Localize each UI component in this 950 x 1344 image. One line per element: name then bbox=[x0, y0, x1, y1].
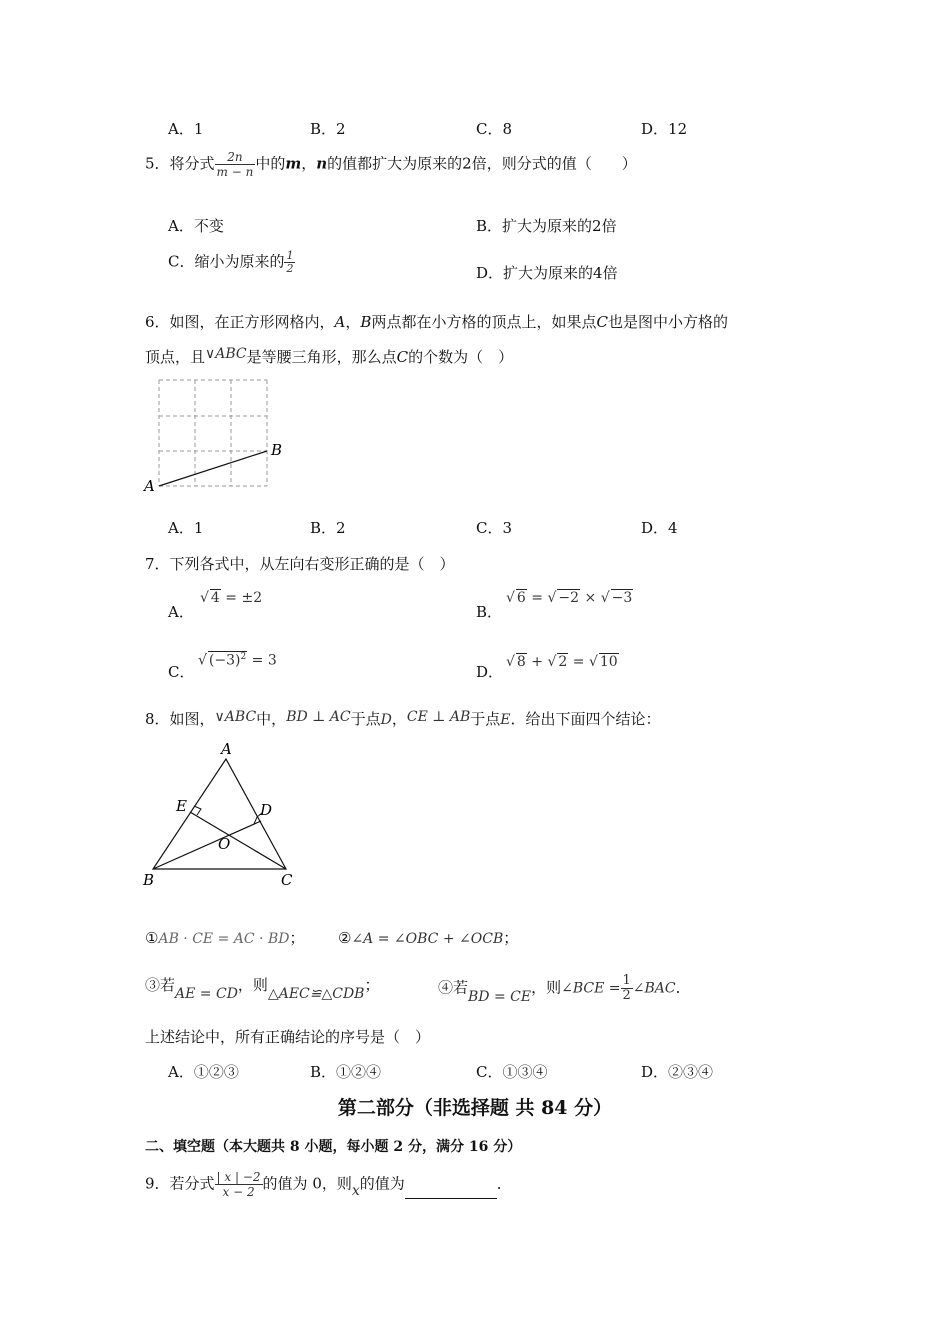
q6-stem-line1 bbox=[145, 311, 728, 332]
q8-conclusion-1 bbox=[145, 927, 304, 948]
q7-option-c-label: C． bbox=[168, 663, 195, 681]
q9-end: ． bbox=[496, 1174, 512, 1193]
q8-mid3: 于点 bbox=[470, 710, 501, 728]
sqrt-radicand: 10 bbox=[599, 654, 618, 670]
q5-mid: 中的 bbox=[255, 154, 286, 173]
q7-d-eq: = bbox=[568, 654, 589, 670]
q5-option-d: D．扩大为原来的4倍 bbox=[476, 264, 618, 282]
label-a: A bbox=[221, 740, 232, 758]
q9-pre: 9．若分式 bbox=[145, 1174, 215, 1193]
q5-c-frac-den: 2 bbox=[286, 262, 294, 275]
q6-grid-figure bbox=[140, 372, 300, 497]
q8-conclusion-2 bbox=[338, 927, 518, 948]
q8-c3-pre: ③若 bbox=[145, 976, 176, 994]
q8-post: ．给出下面四个结论： bbox=[510, 710, 661, 728]
q7-option-c-expr: √ $(-3)^2 = 3$ bbox=[198, 652, 277, 669]
q9-stem bbox=[145, 1170, 512, 1199]
q8-c3-cond: AE = CD bbox=[175, 986, 238, 1002]
point-b-label: B bbox=[271, 441, 283, 459]
q7-option-d-label: D． bbox=[476, 663, 504, 681]
q4-option-d: D．12 bbox=[641, 120, 688, 138]
sqrt-radicand: 6 bbox=[516, 590, 526, 606]
q8-c1-num: ① bbox=[145, 929, 159, 947]
q5-frac-den: m − n bbox=[216, 165, 254, 179]
q7-b-times: × bbox=[580, 590, 601, 606]
sqrt-radicand: 2 bbox=[558, 654, 568, 670]
q9-frac-den: x − 2 bbox=[215, 1184, 263, 1199]
label-b: B bbox=[143, 871, 155, 889]
q5-c-frac-num: 1 bbox=[286, 249, 294, 262]
label-e: E bbox=[176, 797, 187, 815]
q7-b-eq: = bbox=[526, 590, 548, 606]
q8-c4-mid: ，则 bbox=[531, 978, 562, 997]
label-o: O bbox=[218, 835, 231, 853]
label-c: C bbox=[281, 871, 293, 889]
q8-option-d: D．②③④ bbox=[641, 1063, 714, 1081]
q5-stem bbox=[145, 150, 637, 179]
section-fill-in-blank: 二、填空题（本大题共 8 小题，每小题 2 分，满分 16 分） bbox=[145, 1139, 522, 1155]
q6-line1-pre: 6．如图，在正方形网格内， bbox=[145, 313, 335, 331]
q4-option-b: B．2 bbox=[310, 120, 346, 138]
right-angle-mark-e bbox=[194, 806, 201, 815]
q8-pre: 8．如图， bbox=[145, 710, 215, 728]
q8-bd-perp: BD ⊥ AC bbox=[286, 709, 351, 725]
q8-question: 上述结论中，所有正确结论的序号是（ ） bbox=[145, 1028, 431, 1046]
q8-c2-expr: ∠A = ∠OBC + ∠OCB bbox=[351, 931, 504, 947]
q6-line2-post: 的个数为（ ） bbox=[408, 348, 514, 366]
q7-d-plus: + bbox=[526, 654, 548, 670]
q8-option-c: C．①③④ bbox=[476, 1063, 548, 1081]
q8-c1-end: ； bbox=[289, 929, 305, 947]
q6-var-c2: C bbox=[396, 348, 409, 366]
q7-c-rad: (−3) bbox=[208, 652, 241, 669]
label-d: D bbox=[260, 801, 273, 819]
q8-c4-pre: ④若 bbox=[438, 978, 469, 997]
q7-option-b-label: B． bbox=[476, 603, 503, 621]
q6-option-d: D．4 bbox=[641, 519, 678, 537]
q8-c4-fraction bbox=[621, 974, 633, 1003]
q8-point-d: D bbox=[380, 712, 392, 728]
q4-option-c: C．8 bbox=[476, 120, 513, 138]
q5-var-n: n bbox=[316, 154, 328, 173]
q8-stem bbox=[145, 708, 661, 729]
q8-conclusion-3 bbox=[145, 974, 380, 1002]
q8-c4-res-a: ∠BCE = bbox=[561, 980, 621, 997]
q6-var-b: B bbox=[360, 313, 372, 331]
q8-c3-end: ； bbox=[364, 976, 380, 994]
sqrt-radicand: −2 bbox=[558, 590, 580, 606]
q5-option-c-text: C．缩小为原来的 bbox=[168, 252, 285, 271]
q6-line1-post: 也是图中小方格的 bbox=[607, 313, 728, 331]
q5-frac-num: 2n bbox=[227, 150, 243, 164]
q9-answer-blank[interactable] bbox=[405, 1184, 497, 1199]
q8-c4-res-b: ∠BAC bbox=[632, 980, 676, 997]
q8-c2-end: ； bbox=[503, 929, 519, 947]
q6-line1-mid: 两点都在小方格的顶点上，如果点 bbox=[371, 313, 597, 331]
q8-c4-end: ． bbox=[675, 978, 691, 997]
q8-triangle-figure bbox=[138, 737, 308, 892]
part2-title: 第二部分（非选择题 共 84 分） bbox=[337, 1097, 613, 1119]
q7-option-a-label: A． bbox=[168, 603, 194, 621]
segment-ab bbox=[159, 451, 267, 486]
q8-c3-res: △AEC≌△CDB bbox=[267, 986, 365, 1002]
sqrt-radicand: 4 bbox=[210, 590, 220, 606]
q8-c4-fnum: 1 bbox=[622, 973, 631, 988]
q6-triangle: ∨ABC bbox=[205, 346, 247, 362]
q9-var-x: x bbox=[351, 1182, 360, 1199]
q6-sep: ， bbox=[345, 313, 361, 331]
q5-option-c bbox=[168, 250, 295, 275]
q5-comma: ， bbox=[301, 154, 317, 173]
q9-mid: 的值为 0，则 bbox=[262, 1174, 352, 1193]
sqrt-radicand: −3 bbox=[611, 590, 633, 606]
q6-option-b: B．2 bbox=[310, 519, 346, 537]
q5-option-b: B．扩大为原来的2倍 bbox=[476, 217, 617, 235]
q8-c1-expr: AB · CE = AC · BD bbox=[158, 931, 290, 947]
q6-var-a: A bbox=[334, 313, 346, 331]
q6-line2-mid: 是等腰三角形，那么点 bbox=[246, 348, 397, 366]
segment-ce bbox=[190, 812, 286, 869]
q8-mid2: 于点 bbox=[350, 710, 381, 728]
q5-option-a: A．不变 bbox=[168, 217, 224, 235]
q9-frac-num: | x | −2 bbox=[216, 1170, 261, 1184]
q6-option-a: A．1 bbox=[168, 519, 204, 537]
q8-mid1: 中， bbox=[256, 710, 287, 728]
point-a-label: A bbox=[144, 477, 155, 495]
q9-post: 的值为 bbox=[359, 1174, 405, 1193]
q6-var-c: C bbox=[596, 313, 608, 331]
q8-c3-mid: ，则 bbox=[237, 976, 268, 994]
q8-c2-num: ② bbox=[338, 929, 352, 947]
q8-point-e: E bbox=[500, 712, 511, 728]
q8-option-b: B．①②④ bbox=[310, 1063, 382, 1081]
q7-a-rest: = ±2 bbox=[220, 590, 263, 606]
q7-stem: 7．下列各式中，从左向右变形正确的是（ ） bbox=[145, 555, 455, 573]
q6-line2-pre: 顶点，且 bbox=[145, 348, 206, 366]
q8-conclusion-4 bbox=[438, 974, 691, 1003]
q9-fraction bbox=[215, 1170, 263, 1199]
q8-triangle: ∨ABC bbox=[214, 709, 257, 725]
q7-option-b-expr: √ 6 = √ −2 × √ −3 bbox=[506, 590, 633, 606]
q7-c-exp: 2 bbox=[240, 652, 247, 662]
q8-c4-fden: 2 bbox=[622, 988, 631, 1003]
q7-c-rest: = 3 bbox=[247, 652, 277, 669]
q7-option-d-expr: √ 8 + √ 2 = √ 10 bbox=[506, 654, 618, 670]
q5-post: 的值都扩大为原来的2倍，则分式的值（ ） bbox=[327, 154, 637, 173]
q6-option-c: C．3 bbox=[476, 519, 513, 537]
q5-var-m: m bbox=[285, 154, 302, 173]
sqrt-radicand: 8 bbox=[516, 654, 526, 670]
q5-fraction bbox=[215, 150, 256, 179]
q5-option-c-fraction bbox=[284, 250, 295, 275]
q7-option-a-expr: √ 4 = ±2 bbox=[200, 590, 263, 606]
sqrt-radicand bbox=[208, 651, 247, 669]
q6-stem-line2 bbox=[145, 346, 513, 367]
q8-sep: ， bbox=[391, 710, 407, 728]
q8-ce-perp: CE ⊥ AB bbox=[406, 709, 471, 725]
q5-pre: 5．将分式 bbox=[145, 154, 215, 173]
q4-option-a: A．1 bbox=[168, 120, 204, 138]
q8-option-a: A．①②③ bbox=[168, 1063, 239, 1081]
q8-c4-cond: BD = CE bbox=[468, 988, 532, 1005]
